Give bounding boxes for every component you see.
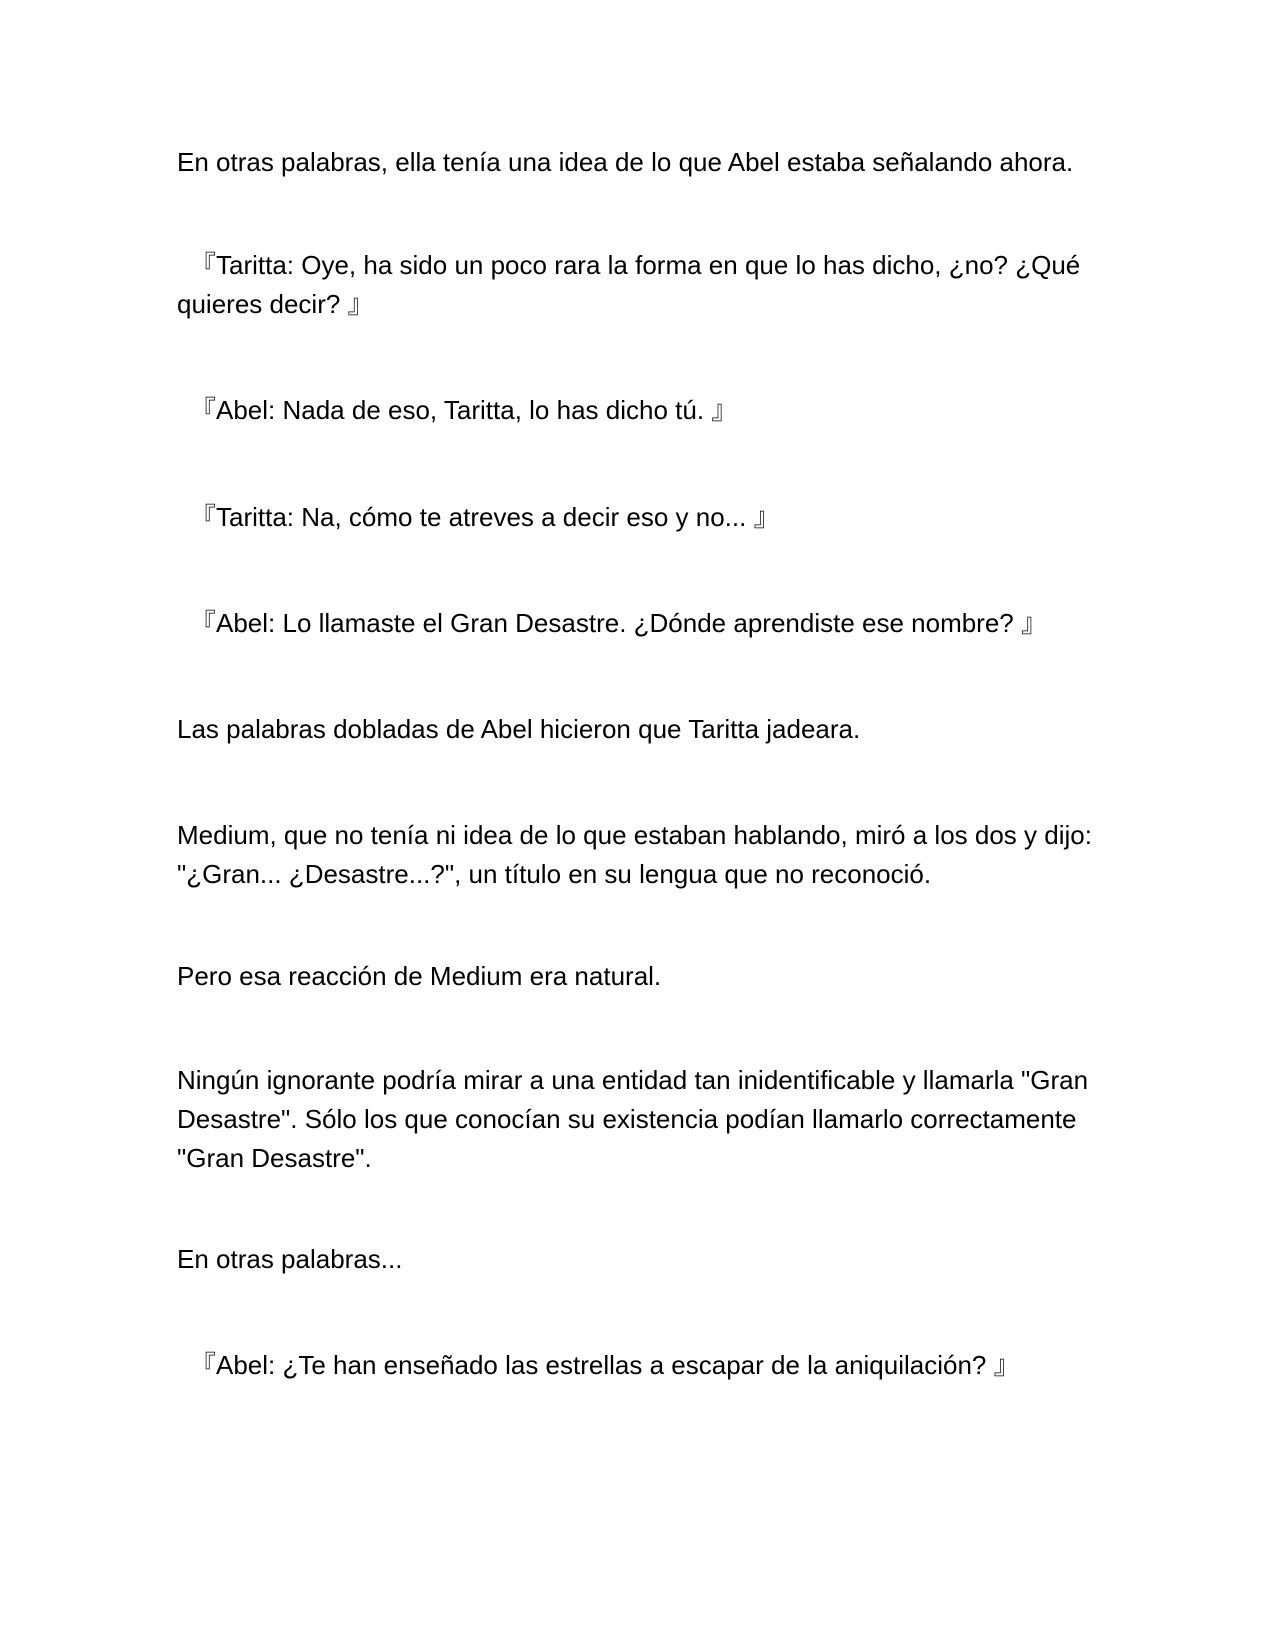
paragraph-narration: Pero esa reacción de Medium era natural. (177, 961, 662, 991)
paragraph-narration: En otras palabras... (177, 1244, 403, 1274)
paragraph-narration: En otras palabras, ella tenía una idea de lo que Abel estaba señalando ahora. (177, 147, 1074, 177)
paragraph-dialogue-abel: 『Abel: ¿Te han enseñado las estrellas a escapar de la aniquilación? 』 (190, 1350, 1020, 1380)
paragraph-dialogue-abel: 『Abel: Lo llamaste el Gran Desastre. ¿Dónde aprendiste ese nombre? 』 (190, 608, 1047, 638)
paragraph-narration: Ningún ignorante podría mirar a una entidad tan inidentificable y llamarla "Gran Desastre". Sólo los que conocían su existencia podían llamarlo correctamente "Gran Desastre". (177, 1065, 1089, 1173)
paragraph-narration: Medium, que no tenía ni idea de lo que estaban hablando, miró a los dos y dijo: "¿Gran... ¿Desastre...?", un título en su lengua que no reconoció. (177, 820, 1092, 889)
paragraph-dialogue-taritta: 『Taritta: Oye, ha sido un poco rara la forma en que lo has dicho, ¿no? ¿Qué quieres decir? 』 (177, 250, 1081, 319)
paragraph-dialogue-abel: 『Abel: Nada de eso, Taritta, lo has dicho tú. 』 (190, 395, 738, 425)
paragraph-dialogue-taritta: 『Taritta: Na, cómo te atreves a decir eso y no... 』 (190, 502, 780, 532)
paragraph-narration: Las palabras dobladas de Abel hicieron que Taritta jadeara. (177, 714, 861, 744)
